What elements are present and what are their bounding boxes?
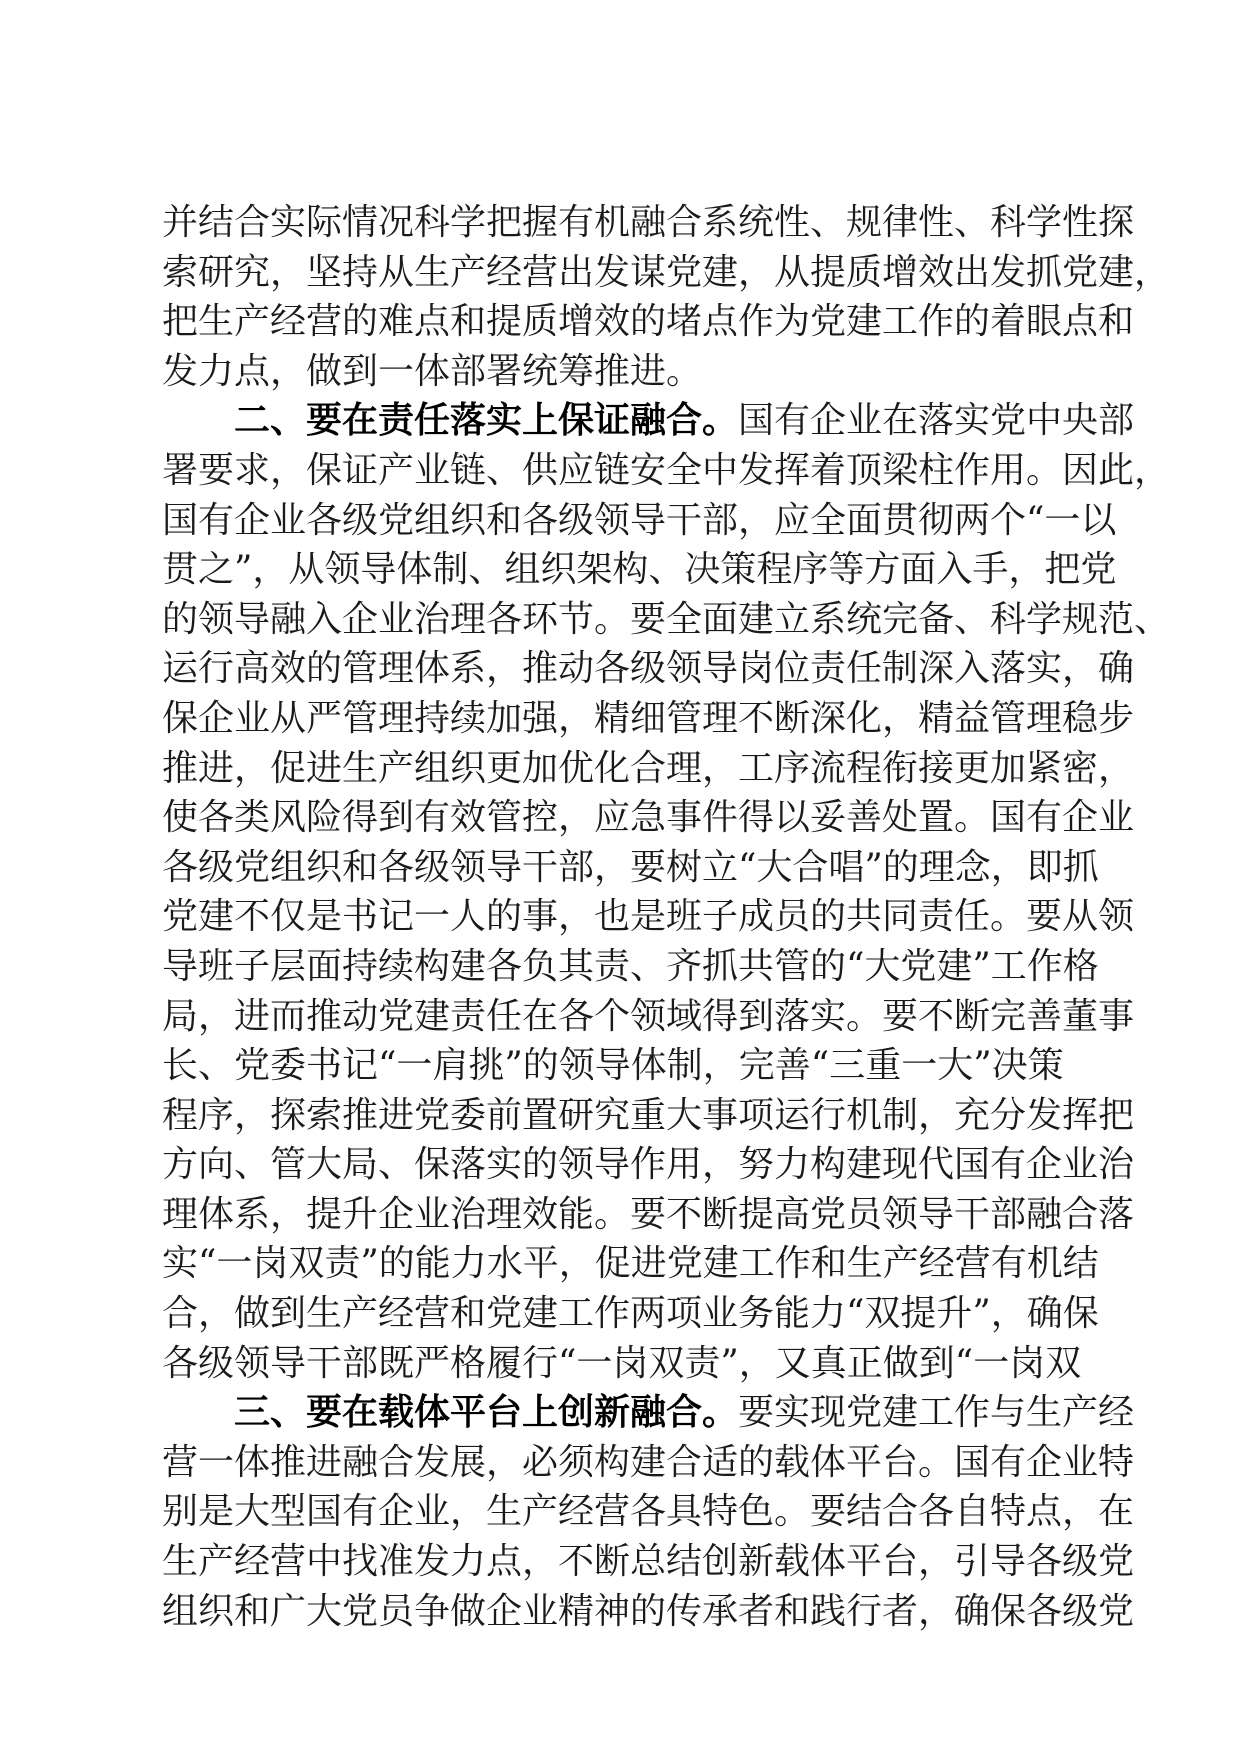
section-heading-2: 二、要在责任落实上保证融合。 (234, 400, 739, 442)
text-line: 方向、管大局、保落实的领导作用，努力构建现代国有企业治 (162, 1144, 1135, 1186)
text-line: 合，做到生产经营和党建工作两项业务能力“双提升”，确保 (162, 1293, 1099, 1335)
text-line: 推进，促进生产组织更加优化合理，工序流程衔接更加紧密， (162, 747, 1135, 789)
text-line: 各级领导干部既严格履行“一岗双责”，又真正做到“一岗双 (162, 1342, 1082, 1384)
paragraph-platform (162, 1388, 1135, 1636)
document-page (162, 198, 1171, 1636)
paragraph-continuation (162, 198, 1171, 396)
text-line: 党建不仅是书记一人的事，也是班子成员的共同责任。要从领 (162, 896, 1135, 938)
paragraph-first-line (162, 1388, 1135, 1438)
text-line: 生产经营中找准发力点，不断总结创新载体平台，引导各级党 (162, 1541, 1135, 1583)
section-heading-3: 三、要在载体平台上创新融合。 (234, 1392, 739, 1434)
text-run: 要实现党建工作与生产经 (738, 1392, 1135, 1434)
text-line: 保企业从严管理持续加强，精细管理不断深化，精益管理稳步 (162, 697, 1135, 739)
text-line: 的领导融入企业治理各环节。要全面建立系统完备、科学规范、 (162, 598, 1171, 640)
text-line: 运行高效的管理体系，推动各级领导岗位责任制深入落实，确 (162, 648, 1135, 690)
text-line: 理体系，提升企业治理效能。要不断提高党员领导干部融合落 (162, 1193, 1135, 1235)
text-line: 各级党组织和各级领导干部，要树立“大合唱”的理念，即抓 (162, 846, 1099, 888)
text-line: 署要求，保证产业链、供应链安全中发挥着顶梁柱作用。因此， (162, 449, 1171, 491)
paragraph-first-line (162, 396, 1135, 446)
text-line: 发力点，做到一体部署统筹推进。 (162, 350, 703, 392)
text-line: 国有企业各级党组织和各级领导干部，应全面贯彻两个“一以 (162, 499, 1117, 541)
text-line: 长、党委书记“一肩挑”的领导体制，完善“三重一大”决策 (162, 1045, 1064, 1087)
paragraph-responsibility (162, 396, 1171, 1388)
text-line: 并结合实际情况科学把握有机融合系统性、规律性、科学性探 (162, 202, 1135, 243)
text-line: 别是大型国有企业，生产经营各具特色。要结合各自特点，在 (162, 1491, 1135, 1533)
text-line: 营一体推进融合发展，必须构建合适的载体平台。国有企业特 (162, 1441, 1135, 1483)
text-line: 程序，探索推进党委前置研究重大事项运行机制，充分发挥把 (162, 1094, 1135, 1136)
text-line: 局，进而推动党建责任在各个领域得到落实。要不断完善董事 (162, 995, 1135, 1037)
text-run: 国有企业在落实党中央部 (738, 400, 1135, 442)
text-line: 把生产经营的难点和提质增效的堵点作为党建工作的着眼点和 (162, 301, 1135, 343)
text-line: 贯之”，从领导体制、组织架构、决策程序等方面入手，把党 (162, 549, 1117, 591)
text-line: 实“一岗双责”的能力水平，促进党建工作和生产经营有机结 (162, 1243, 1099, 1285)
text-line: 导班子层面持续构建各负其责、齐抓共管的“大党建”工作格 (162, 945, 1099, 987)
text-line: 使各类风险得到有效管控，应急事件得以妥善处置。国有企业 (162, 797, 1135, 839)
text-line: 索研究，坚持从生产经营出发谋党建，从提质增效出发抓党建， (162, 251, 1171, 293)
text-line: 组织和广大党员争做企业精神的传承者和践行者，确保各级党 (162, 1590, 1135, 1632)
